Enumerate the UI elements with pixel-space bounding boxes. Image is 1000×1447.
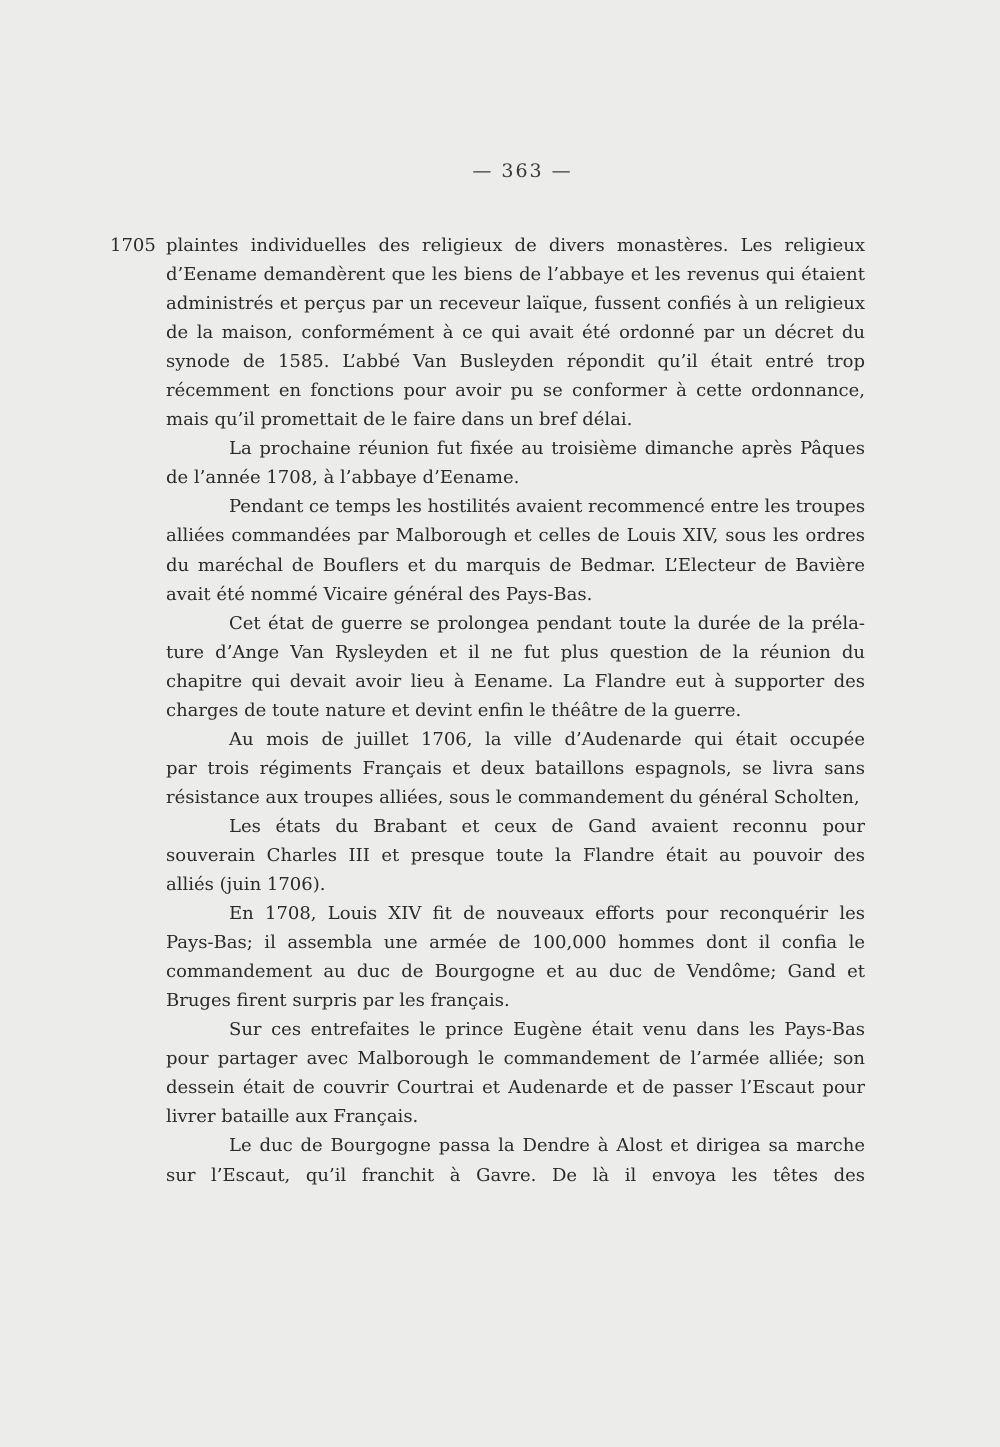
text-line: Le duc de Bourgogne passa la Dendre à Alost et dirigea sa marche xyxy=(229,1135,865,1157)
text-line: récemment en fonctions pour avoir pu se conformer à cette ordonnance, xyxy=(166,380,865,402)
text-line: Bruges firent surpris par les français. xyxy=(166,990,510,1012)
margin-year-note: 1705 xyxy=(110,235,156,256)
text-line: commandement au duc de Bourgogne et au duc de Vendôme; Gand et xyxy=(166,961,865,983)
text-line: Les états du Brabant et ceux de Gand avaient reconnu pour xyxy=(229,815,865,837)
text-line: de l’année 1708, à l’abbaye d’Eename. xyxy=(166,467,520,489)
text-line: résistance aux troupes alliées, sous le commandement du général Scholten, xyxy=(166,786,860,808)
text-line: ture d’Ange Van Rysleyden et il ne fut plus question de la réunion du xyxy=(166,641,865,663)
text-line: du maréchal de Bouflers et du marquis de Bedmar. L’Electeur de Bavière xyxy=(166,554,865,576)
text-line: par trois régiments Français et deux bataillons espagnols, se livra sans xyxy=(166,757,865,779)
text-line: Sur ces entrefaites le prince Eugène était venu dans les Pays-Bas xyxy=(229,1019,865,1041)
text-line: chapitre qui devait avoir lieu à Eename. La Flandre eut à supporter des xyxy=(166,670,865,692)
text-line: Cet état de guerre se prolongea pendant toute la durée de la préla- xyxy=(229,612,865,634)
page-number: — 363 — xyxy=(472,160,573,182)
text-line: livrer bataille aux Français. xyxy=(166,1106,419,1128)
text-line: synode de 1585. L’abbé Van Busleyden répondit qu’il était entré trop xyxy=(166,351,865,373)
text-line: plaintes individuelles des religieux de divers monastères. Les religieux xyxy=(166,235,865,256)
text-line: sur l’Escaut, qu’il franchit à Gavre. De là il envoya les têtes des xyxy=(166,1164,865,1186)
text-line: La prochaine réunion fut fixée au troisième dimanche après Pâques xyxy=(229,438,865,460)
text-line: En 1708, Louis XIV fit de nouveaux efforts pour reconquérir les xyxy=(229,903,865,925)
text-line: d’Eename demandèrent que les biens de l’abbaye et les revenus qui étaient xyxy=(166,264,865,286)
text-line: Pays-Bas; il assembla une armée de 100,000 hommes dont il confia le xyxy=(166,932,865,954)
text-line: alliés (juin 1706). xyxy=(166,874,326,896)
body-text xyxy=(166,231,865,1190)
text-line: souverain Charles III et presque toute la Flandre était au pouvoir des xyxy=(166,844,865,866)
text-line: avait été nommé Vicaire général des Pays-Bas. xyxy=(166,583,593,605)
text-line: de la maison, conformément à ce qui avait été ordonné par un décret du xyxy=(166,322,865,344)
text-line: Au mois de juillet 1706, la ville d’Audenarde qui était occupée xyxy=(229,728,865,750)
text-line: alliées commandées par Malborough et celles de Louis XIV, sous les ordres xyxy=(166,525,865,547)
text-line: pour partager avec Malborough le commandement de l’armée alliée; son xyxy=(166,1048,865,1070)
text-line: dessein était de couvrir Courtrai et Audenarde et de passer l’Escaut pour xyxy=(166,1077,865,1099)
text-line: charges de toute nature et devint enfin le théâtre de la guerre. xyxy=(166,699,742,721)
text-line: Pendant ce temps les hostilités avaient recommencé entre les troupes xyxy=(229,496,865,518)
text-line: administrés et perçus par un receveur laïque, fussent confiés à un religieux xyxy=(166,293,865,315)
text-line: mais qu’il promettait de le faire dans un bref délai. xyxy=(166,409,633,431)
